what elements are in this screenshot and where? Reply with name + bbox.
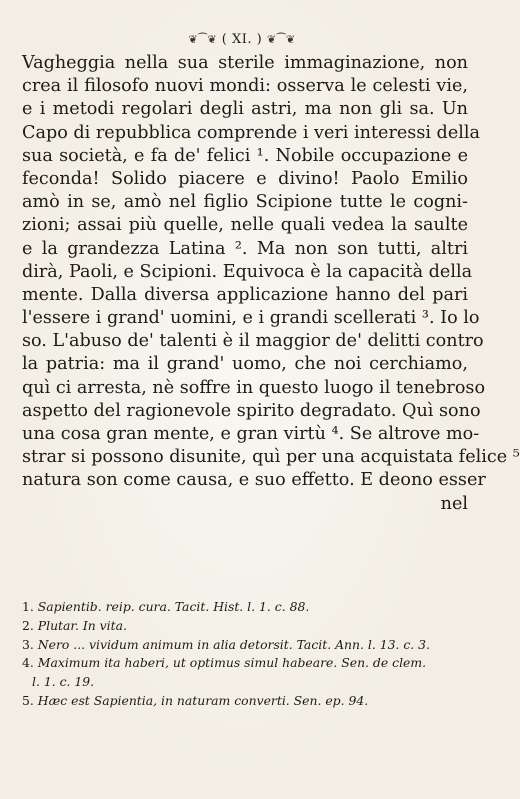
footnote-number: 4. xyxy=(22,655,34,671)
footnote xyxy=(22,692,468,711)
text-line: e la grandezza Latina ². Ma non son tutti, altri xyxy=(22,238,468,259)
text-line: zioni; assai più quelle, nelle quali vedea la saulte xyxy=(22,215,468,236)
text-line: Vagheggia nella sua sterile immaginazione, non xyxy=(22,53,468,73)
text-line: una cosa gran mente, e gran virtù ⁴. Se altrove mo- xyxy=(22,424,480,444)
text-line: crea il filosofo nuovi mondi: osserva le celesti vie, xyxy=(22,76,468,97)
text-line: Capo di repubblica comprende i veri interessi della xyxy=(22,122,480,143)
body-text xyxy=(22,52,520,516)
page-number: ( XI. ) xyxy=(221,32,263,47)
text-line: aspetto del ragionevole spirito degradato. Quì sono xyxy=(22,400,481,421)
text-line: mente. Dalla diversa applicazione hanno del pari xyxy=(22,284,468,305)
text-line: feconda! Solido piacere e divino! Paolo Emilio xyxy=(22,168,468,189)
header-ornament-right: ❦⁀❦ xyxy=(266,33,296,46)
footnote xyxy=(22,617,468,636)
footnote-text: Maximum ita haberi, ut optimus simul habeare. Sen. de clem. xyxy=(37,655,427,671)
footnote-text: Sapientib. reip. cura. Tacit. Hist. l. 1. c. 88. xyxy=(37,599,310,614)
footnote-number: 3. xyxy=(22,636,34,652)
page-header xyxy=(0,32,484,47)
footnote xyxy=(22,598,468,617)
text-line: l'essere i grand' uomini, e i grandi scellerati ³. Io lo xyxy=(22,308,480,329)
text-line: dirà, Paoli, e Scipioni. Equivoca è la capacità della xyxy=(22,261,473,282)
footnotes xyxy=(22,598,468,711)
footnote xyxy=(22,654,468,673)
text-line: sua società, e fa de' felici ¹. Nobile occupazione e xyxy=(22,145,468,166)
text-line: e i metodi regolari degli astri, ma non gli sa. Un xyxy=(22,99,468,120)
footnote-number: 5. xyxy=(22,692,34,708)
text-line: natura son come causa, e suo effetto. E deono esser xyxy=(22,470,486,491)
text-line: strar si possono disunite, quì per una acquistata felice ⁵ xyxy=(22,447,520,468)
header-ornament-left: ❦⁀❦ xyxy=(188,33,218,46)
text-line: so. L'abuso de' talenti è il maggior de' delitti contro xyxy=(22,331,484,352)
text-line: amò in se, amò nel figlio Scipione tutte le cogni- xyxy=(22,192,468,213)
text-line: quì ci arresta, nè soffre in questo luogo il tenebroso xyxy=(22,377,486,398)
footnote-text: Nero ... vividum animum in alia detorsit. Tacit. Ann. l. 13. c. 3. xyxy=(37,636,430,652)
footnote-text: Plutar. In vita. xyxy=(37,617,127,633)
catchword: nel xyxy=(440,493,468,514)
footnote-number: 1. xyxy=(22,599,34,614)
text-line: la patria: ma il grand' uomo, che noi cerchiamo, xyxy=(22,354,468,375)
footnote-continuation xyxy=(22,673,468,692)
footnote-number: 2. xyxy=(22,617,34,633)
footnote-text: l. 1. c. 19. xyxy=(32,674,95,690)
footnote-text: Hæc est Sapientia, in naturam converti. Sen. ep. 94. xyxy=(37,692,369,708)
footnote xyxy=(22,636,468,655)
